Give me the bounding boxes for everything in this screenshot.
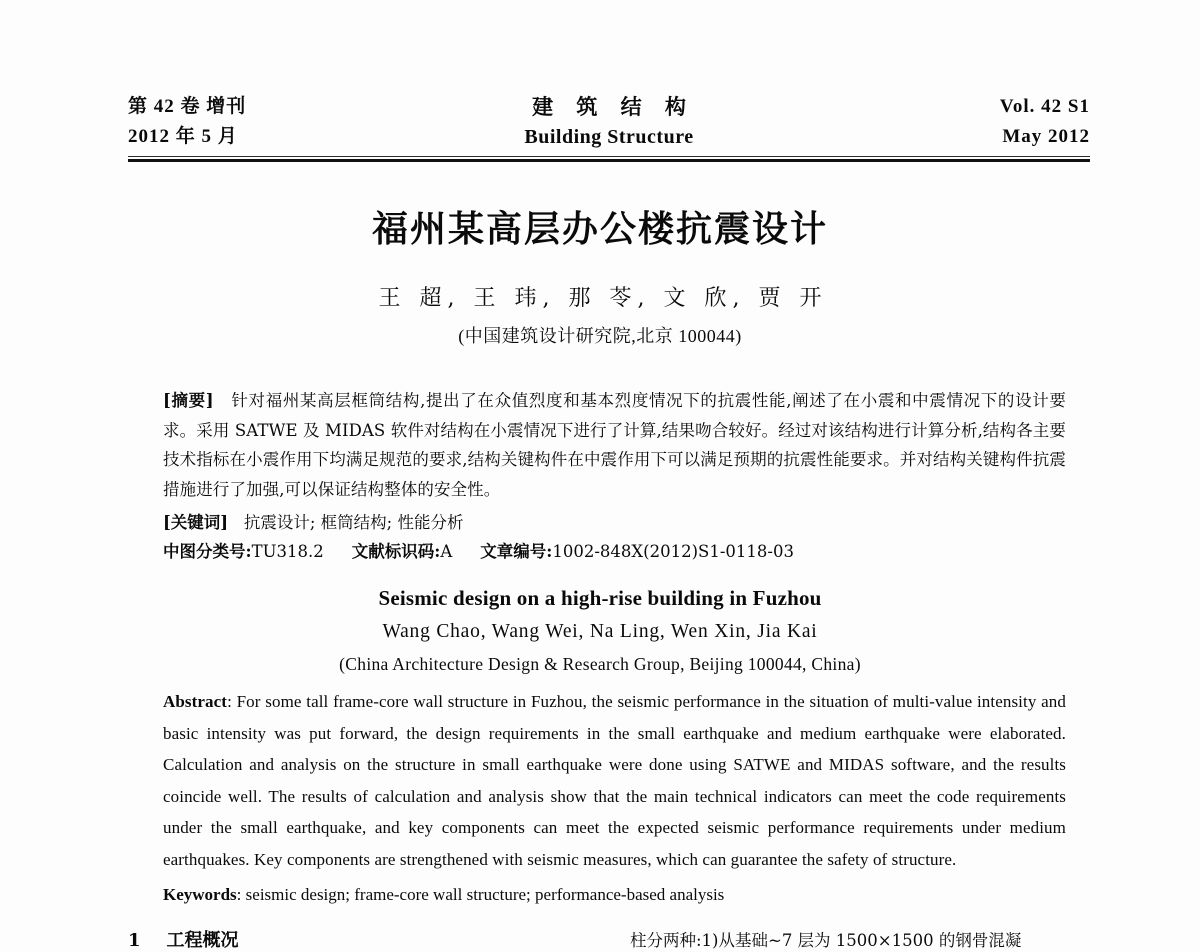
volume-issue-cn: 第 42 卷 增刊	[128, 96, 247, 117]
document-code-value: A	[440, 542, 453, 561]
keywords-en-label: Keywords	[163, 885, 237, 904]
article-title-en: Seismic design on a high-rise building in Fuzhou	[378, 586, 822, 610]
clc-label: 中图分类号:	[163, 542, 252, 561]
date-cn: 2012 年 5 月	[128, 126, 238, 147]
volume-issue-en: Vol. 42 S1	[999, 96, 1090, 117]
article-number-value: 1002-848X(2012)S1-0118-03	[552, 542, 794, 561]
author-list-en: Wang Chao, Wang Wei, Na Ling, Wen Xin, Jia Kai	[382, 621, 818, 642]
affiliation-cn: (中国建筑设计研究院,北京 100044)	[458, 326, 742, 346]
body-column-left	[128, 928, 583, 952]
clc-value: TU318.2	[251, 542, 324, 561]
section-number: 1	[128, 930, 141, 951]
masthead-center	[128, 92, 1090, 152]
masthead	[128, 92, 1090, 154]
body-text-line: 柱分两种:1)从基础~7 层为 1500×1500 的钢骨混凝	[630, 931, 1022, 950]
journal-name-en: Building Structure	[524, 126, 694, 148]
body-column-right	[630, 928, 1090, 952]
divider-thick-line	[128, 159, 1090, 162]
article-number-label: 文章编号:	[480, 542, 553, 561]
affiliation-en: (China Architecture Design & Research Group, Beijing 100044, China)	[339, 654, 861, 674]
masthead-divider	[128, 156, 1090, 162]
keywords-cn	[163, 508, 1066, 537]
abstract-cn	[163, 386, 1066, 504]
abstract-en-separator: :	[227, 692, 232, 711]
article-number	[480, 542, 794, 561]
abstract-cn-label: [摘要]	[163, 391, 214, 410]
classification-line	[163, 537, 1066, 566]
abstract-cn-text: 针对福州某高层框筒结构,提出了在众值烈度和基本烈度情况下的抗震性能,阐述了在小震和中震情况下的设计要求。采用 SATWE 及 MIDAS 软件对结构在小震情况下进行了计算,结果吻合较好。经过对该结构进行计算分析,结构各主要技术指标在小震作用下均满足规范的要求,结构关键构件在中震作用下可以满足预期的抗震性能要求。并对结构关键构件抗震措施进行了加强,可以保证结构整体的安全性。	[163, 391, 1066, 499]
keywords-cn-label: [关键词]	[163, 513, 229, 532]
keywords-en-text: seismic design; frame-core wall structure; performance-based analysis	[245, 885, 725, 904]
masthead-right	[1000, 92, 1090, 152]
abstract-en-label: Abstract	[163, 692, 228, 711]
clc-number	[163, 542, 324, 561]
section-title: 工程概况	[166, 930, 239, 951]
body-columns	[128, 928, 1090, 952]
document-code-label: 文献标识码:	[351, 542, 441, 561]
abstract-en	[163, 686, 1066, 875]
section-heading	[128, 928, 583, 952]
keywords-en-separator: :	[236, 885, 242, 904]
keywords-cn-text: 抗震设计; 框筒结构; 性能分析	[243, 513, 464, 532]
keywords-en	[163, 880, 1066, 910]
article-title-cn: 福州某高层办公楼抗震设计	[371, 208, 828, 250]
document-code	[352, 542, 453, 561]
abstract-en-text: For some tall frame-core wall structure in Fuzhou, the seismic performance in the situation of multi-value intensity and basic intensity was put forward, the design requirements in the small earthquake and medium earthquake were elaborated. Calculation and analysis on the structure in small earthquake were done using SATWE and MIDAS software, and the results coincide well. The results of calculation and analysis show that the main technical indicators can meet the code requirements under the small earthquake, and key components can meet the expected seismic performance requirements under medium earthquakes. Key components are strengthened with seismic measures, which can guarantee the safety of structure.	[163, 692, 1066, 869]
journal-name-cn: 建 筑 结 构	[532, 95, 695, 119]
date-en: May 2012	[1002, 126, 1090, 147]
author-list-cn: 王 超, 王 玮, 那 苓, 文 欣, 贾 开	[378, 286, 828, 311]
